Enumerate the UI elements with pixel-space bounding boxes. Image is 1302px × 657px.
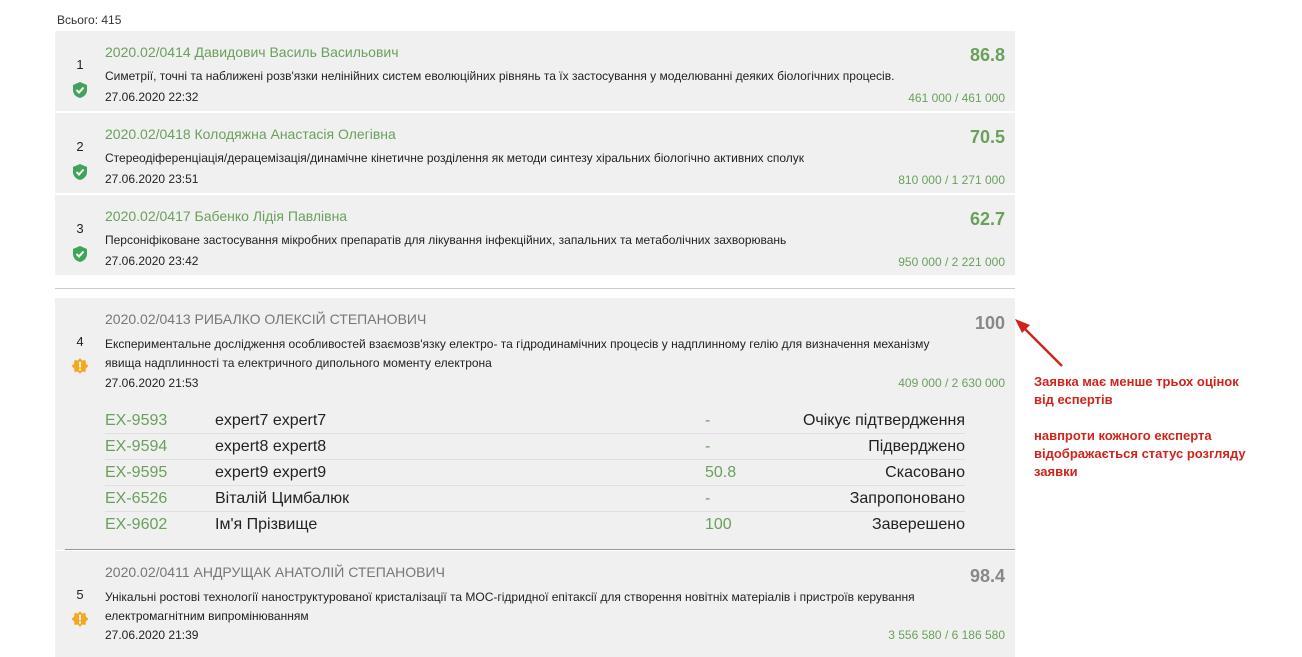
application-date: 27.06.2020 22:32 xyxy=(105,90,199,104)
application-budget: 409 000 / 2 630 000 xyxy=(898,376,1005,390)
annotation-text: Заявка має менше трьох оцінок xyxy=(1034,374,1239,389)
application-budget: 950 000 / 2 221 000 xyxy=(898,255,1005,269)
application-score: 98.4 xyxy=(969,566,1005,586)
expert-id-link[interactable]: EX-9594 xyxy=(105,438,168,455)
expert-name: expert8 expert8 xyxy=(215,438,327,455)
application-score: 100 xyxy=(974,313,1005,333)
expert-status: Скасовано xyxy=(885,464,965,481)
application-date: 27.06.2020 23:42 xyxy=(105,254,199,268)
application-description: Персоніфіковане застосування мікробних препаратів для лікування інфекційних, запальних та метаболічних захворювань xyxy=(105,233,787,247)
annotation-text: заявки xyxy=(1034,464,1078,479)
expert-name: Ім'я Прізвище xyxy=(215,516,318,533)
application-title-link[interactable]: 2020.02/0411 АНДРУЩАК АНАТОЛІЙ СТЕПАНОВИЧ xyxy=(105,564,445,580)
annotation-note-2 xyxy=(1034,427,1246,481)
rank-number: 5 xyxy=(76,587,84,602)
expert-row[interactable] xyxy=(105,408,965,434)
applications-list xyxy=(55,31,1015,277)
expert-score: 100 xyxy=(705,516,732,533)
rank-number: 2 xyxy=(76,139,84,154)
application-card[interactable] xyxy=(55,31,1015,111)
warning-badge-icon xyxy=(71,357,89,375)
shield-check-icon xyxy=(71,81,89,99)
expert-status: Підверджено xyxy=(868,438,965,455)
expert-status: Запропоновано xyxy=(849,490,965,507)
expert-score: - xyxy=(705,438,711,455)
expert-row[interactable] xyxy=(105,486,965,512)
application-score: 70.5 xyxy=(969,127,1005,147)
annotation-arrow-icon xyxy=(1010,312,1070,372)
rank-number: 4 xyxy=(76,334,84,349)
annotation-note-1 xyxy=(1034,373,1239,409)
expert-name: Віталій Цимбалюк xyxy=(215,490,350,507)
shield-check-icon xyxy=(71,163,89,181)
rank-number: 1 xyxy=(76,57,84,72)
application-budget: 461 000 / 461 000 xyxy=(908,91,1005,105)
application-date: 27.06.2020 23:51 xyxy=(105,172,199,186)
expert-id-link[interactable]: EX-9595 xyxy=(105,464,168,481)
application-title-link[interactable]: 2020.02/0414 Давидович Василь Васильович xyxy=(105,44,399,60)
application-description: Унікальні ростові технології наноструктурованої кристалізації та МОС-гідридної епітаксії для створення новітніх матеріалів і пристроїв керування електромагнітним випромінюванням xyxy=(105,590,915,623)
expert-status: Очікує підтвердження xyxy=(802,412,965,429)
annotation-text: навпроти кожного експерта xyxy=(1034,428,1212,443)
expert-row[interactable] xyxy=(105,512,965,538)
application-score: 62.7 xyxy=(969,209,1005,229)
expert-score: 50.8 xyxy=(705,464,737,481)
application-card[interactable] xyxy=(55,195,1015,275)
application-title-link[interactable]: 2020.02/0413 РИБАЛКО ОЛЕКСІЙ СТЕПАНОВИЧ xyxy=(105,311,427,327)
expert-id-link[interactable]: EX-6526 xyxy=(105,490,168,507)
rank-number: 3 xyxy=(76,221,84,236)
expert-row[interactable] xyxy=(105,434,965,460)
application-budget: 810 000 / 1 271 000 xyxy=(898,173,1005,187)
application-date: 27.06.2020 21:39 xyxy=(105,628,199,642)
application-description: Експериментальне дослідження особливостей взаємозв'язку електро- та гідродинамічних процесів у надплинному гелію для визначення механізму явища надплинності та електричного дипольного моменту електрона xyxy=(105,337,930,370)
application-budget: 3 556 580 / 6 186 580 xyxy=(888,628,1005,642)
application-description: Симетрії, точні та наближені розв'язки нелінійних систем еволюційних рівнянь та їх застосування у моделюванні деяких біологічних процесів. xyxy=(105,69,895,83)
application-title-link[interactable]: 2020.02/0418 Колодяжна Анастасія Олегівна xyxy=(105,126,396,142)
warning-badge-icon xyxy=(71,610,89,628)
expert-score: - xyxy=(705,412,711,429)
application-card[interactable] xyxy=(55,551,1015,657)
expert-row[interactable] xyxy=(105,460,965,486)
application-title-link[interactable]: 2020.02/0417 Бабенко Лідія Павлівна xyxy=(105,208,348,224)
application-score: 86.8 xyxy=(969,45,1005,65)
expert-name: expert9 expert9 xyxy=(215,464,327,481)
shield-check-icon xyxy=(71,245,89,263)
experts-table xyxy=(105,408,965,538)
application-date: 27.06.2020 21:53 xyxy=(105,376,199,390)
expert-divider xyxy=(65,549,1015,550)
expert-id-link[interactable]: EX-9602 xyxy=(105,516,168,533)
expert-id-link[interactable]: EX-9593 xyxy=(105,412,168,429)
expert-status: Заверешено xyxy=(871,516,965,533)
application-card[interactable] xyxy=(55,113,1015,193)
application-description: Стереодіференціація/дерацемізація/динамічне кінетичне розділення як методи синтезу хіральних біологічно активних сполук xyxy=(105,151,805,165)
section-divider xyxy=(55,288,1015,289)
expert-score: - xyxy=(705,490,711,507)
total-count: Всього: 415 xyxy=(57,13,122,27)
annotation-text: від еспертів xyxy=(1034,392,1113,407)
annotation-text: відображається статус розгляду xyxy=(1034,446,1246,461)
expert-name: expert7 expert7 xyxy=(215,412,327,429)
